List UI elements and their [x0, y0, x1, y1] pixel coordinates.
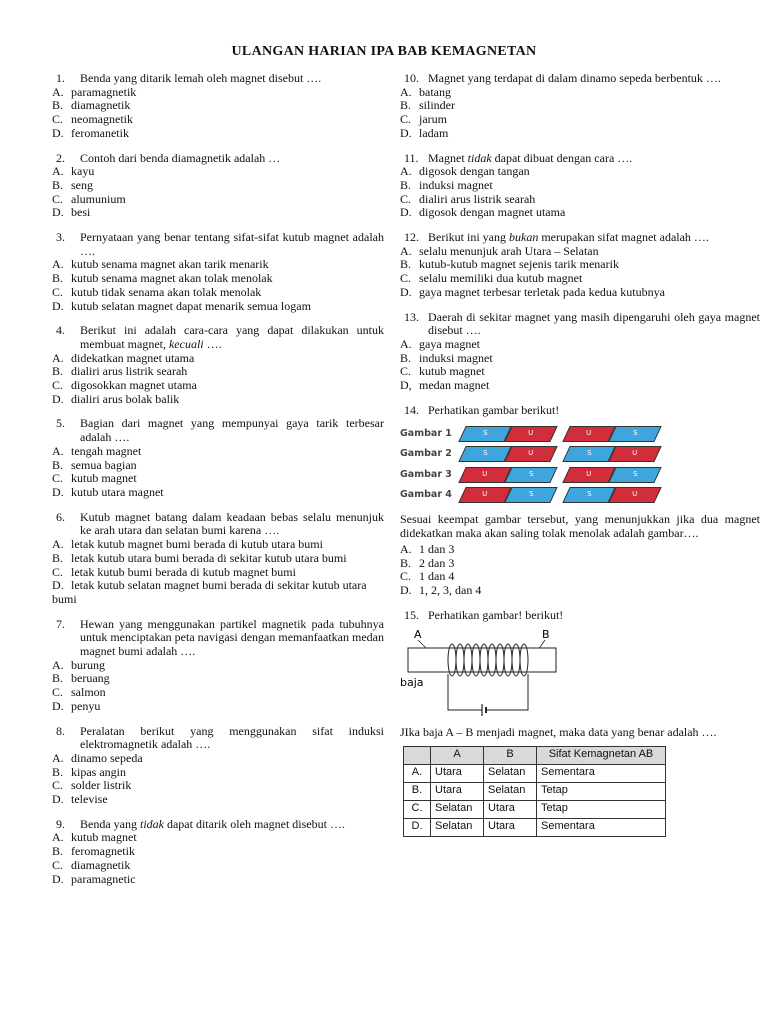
- figure-row: [400, 464, 670, 485]
- option: D. gaya magnet terbesar terletak pada kedua kutubnya: [400, 284, 665, 299]
- question-14: [400, 404, 760, 598]
- option: D. besi: [52, 205, 91, 220]
- option: D. 1, 2, 3, dan 4: [400, 582, 482, 597]
- table-cell: Utara: [431, 764, 484, 782]
- wire-left: [448, 674, 482, 710]
- question-stem: 9. Benda yang tidak dapat ditarik oleh magnet disebut ….: [56, 816, 345, 831]
- option: B. induksi magnet: [400, 350, 493, 365]
- question-4: [52, 324, 384, 406]
- option: A. dinamo sepeda: [52, 750, 143, 765]
- table-cell: Sementara: [537, 818, 666, 836]
- table-cell: C.: [404, 800, 431, 818]
- option: D. paramagnetic: [52, 871, 136, 886]
- magnet-pole: U: [458, 467, 511, 483]
- question-8: [52, 725, 384, 807]
- label-b: B: [542, 628, 550, 642]
- magnet-pole: U: [504, 426, 557, 442]
- magnet-pole: S: [608, 467, 661, 483]
- answer-table: [403, 746, 666, 837]
- question-12: [400, 231, 760, 300]
- option: B. feromagnetik: [52, 844, 135, 859]
- question-text: Sesuai keempat gambar tersebut, yang menunjukkan jika dua magnet didekatkan maka akan saling tolak menolak adalah gambar….: [400, 512, 760, 541]
- steel-bar: [408, 648, 556, 672]
- option: A. kayu: [52, 164, 95, 179]
- option: C. diamagnetik: [52, 857, 131, 872]
- question-3: [52, 231, 384, 313]
- table-cell: Tetap: [537, 782, 666, 800]
- option: A. paramagnetik: [52, 84, 137, 99]
- question-stem: 8. Peralatan berikut yang menggunakan sifat induksi elektromagnetik adalah ….: [56, 723, 384, 752]
- option: C. selalu memiliki dua kutub magnet: [400, 271, 583, 286]
- figure-row: [400, 485, 670, 506]
- option: A. kutub senama magnet akan tarik menarik: [52, 257, 269, 272]
- magnet-pairs-figure: [400, 423, 670, 505]
- magnet-pole: S: [562, 446, 615, 462]
- bar-magnet: [566, 446, 658, 462]
- table-header-row: [404, 746, 666, 764]
- option: C. alumunium: [52, 191, 126, 206]
- figure-label: Gambar 4: [400, 489, 452, 501]
- option: D. televise: [52, 792, 108, 807]
- table-row: [404, 800, 666, 818]
- magnet-pole: S: [608, 426, 661, 442]
- option: A. kutub magnet: [52, 830, 137, 845]
- bar-magnet: [462, 487, 554, 503]
- option: C. salmon: [52, 685, 106, 700]
- option: A. 1 dan 3: [400, 541, 455, 556]
- option: B. kipas angin: [52, 764, 126, 779]
- option: D. letak kutub selatan magnet bumi berada di sekitar kutub utara bumi: [52, 578, 367, 606]
- option: C. 1 dan 4: [400, 569, 455, 584]
- bar-magnet: [462, 467, 554, 483]
- option: D. kutub selatan magnet dapat menarik semua logam: [52, 298, 311, 313]
- question-stem: 11. Magnet tidak dapat dibuat dengan cara ….: [404, 150, 633, 165]
- option: A. gaya magnet: [400, 336, 480, 351]
- bar-magnet: [566, 426, 658, 442]
- bar-magnet: [462, 446, 554, 462]
- table-header: Sifat Kemagnetan AB: [537, 746, 666, 764]
- option: C. kutub tidak senama akan tolak menolak: [52, 284, 262, 299]
- option: A. tengah magnet: [52, 443, 142, 458]
- question-15: [400, 609, 760, 837]
- option: A. didekatkan magnet utama: [52, 350, 195, 365]
- question-stem: 4. Berikut ini adalah cara-cara yang dapat dilakukan untuk membuat magnet, kecuali ….: [56, 323, 384, 351]
- option: C. neomagnetik: [52, 112, 133, 127]
- option: B. seng: [52, 177, 93, 192]
- option: D. feromanetik: [52, 125, 129, 140]
- option: B. induksi magnet: [400, 177, 493, 192]
- magnet-pole: S: [458, 446, 511, 462]
- option: D. dialiri arus bolak balik: [52, 391, 180, 406]
- question-9: [52, 818, 384, 887]
- magnet-pole: U: [504, 446, 557, 462]
- question-13: [400, 311, 760, 393]
- figure-label: Gambar 3: [400, 468, 452, 480]
- table-cell: D.: [404, 818, 431, 836]
- question-stem: 15. Perhatikan gambar! berikut!: [404, 607, 564, 622]
- table-header: A: [431, 746, 484, 764]
- option: C. solder listrik: [52, 778, 132, 793]
- question-stem: 7. Hewan yang menggunakan partikel magnetik pada tubuhnya untuk menciptakan peta navigasi dengan memanfaatkan medan magnet bumi adalah ….: [56, 616, 384, 659]
- option: A. selalu menunjuk arah Utara – Selatan: [400, 243, 599, 258]
- option: C. digosokkan magnet utama: [52, 378, 197, 393]
- table-cell: A.: [404, 764, 431, 782]
- question-stem: 6. Kutub magnet batang dalam keadaan bebas selalu menunjuk ke arah utara dan selatan bumi karena ….: [56, 509, 384, 538]
- option: A. burung: [52, 657, 105, 672]
- option: C. dialiri arus listrik searah: [400, 191, 536, 206]
- option: B. semua bagian: [52, 457, 137, 472]
- question-stem: 13. Daerah di sekitar magnet yang masih dipengaruhi oleh gaya magnet disebut ….: [404, 309, 760, 338]
- table-cell: Selatan: [431, 800, 484, 818]
- option: C. kutub magnet: [52, 471, 137, 486]
- label-a: A: [414, 628, 422, 642]
- table-row: [404, 818, 666, 836]
- option: B. 2 dan 3: [400, 555, 455, 570]
- figure-row: [400, 423, 670, 444]
- bar-magnet: [566, 467, 658, 483]
- table-cell: Selatan: [431, 818, 484, 836]
- question-7: [52, 618, 384, 714]
- option: B. beruang: [52, 671, 110, 686]
- table-cell: Sementara: [537, 764, 666, 782]
- table-header: [404, 746, 431, 764]
- option: B. kutub-kutub magnet sejenis tarik menarik: [400, 257, 619, 272]
- option: D. kutub utara magnet: [52, 484, 164, 499]
- wire-right: [486, 674, 528, 710]
- option: A. letak kutub magnet bumi berada di kutub utara bumi: [52, 537, 323, 552]
- option: C. letak kutub bumi berada di kutub magnet bumi: [52, 564, 296, 579]
- table-cell: Tetap: [537, 800, 666, 818]
- magnet-pole: U: [562, 426, 615, 442]
- figure-label: Gambar 2: [400, 448, 452, 460]
- table-row: [404, 782, 666, 800]
- table-header: B: [484, 746, 537, 764]
- question-1: [52, 72, 384, 141]
- option: B. kutub senama magnet akan tolak menolak: [52, 271, 273, 286]
- table-cell: B.: [404, 782, 431, 800]
- table-cell: Selatan: [484, 764, 537, 782]
- page-title: ULANGAN HARIAN IPA BAB KEMAGNETAN: [231, 44, 537, 59]
- option: A. batang: [400, 84, 451, 99]
- table-cell: Utara: [484, 800, 537, 818]
- question-stem: 3. Pernyataan yang benar tentang sifat-sifat kutub magnet adalah ….: [56, 230, 384, 258]
- question-10: [400, 72, 760, 141]
- option: B. letak kutub utara bumi berada di sekitar kutub utara bumi: [52, 550, 347, 565]
- question-text: JIka baja A – B menjadi magnet, maka data yang benar adalah ….: [400, 725, 717, 740]
- question-stem: 14. Perhatikan gambar berikut!: [404, 402, 560, 417]
- label-baja: baja: [400, 676, 424, 690]
- magnet-pole: U: [608, 487, 661, 503]
- option: D. penyu: [52, 698, 101, 713]
- magnet-pole: U: [458, 487, 511, 503]
- option: B. diamagnetik: [52, 98, 131, 113]
- magnet-pole: U: [608, 446, 661, 462]
- option: D. ladam: [400, 125, 449, 140]
- question-2: [52, 152, 384, 221]
- option: B. silinder: [400, 98, 455, 113]
- left-column: [52, 72, 384, 897]
- table-row: [404, 764, 666, 782]
- option: A. digosok dengan tangan: [400, 164, 530, 179]
- electromagnet-figure: [400, 628, 570, 718]
- magnet-pole: S: [458, 426, 511, 442]
- magnet-pole: S: [504, 487, 557, 503]
- table-cell: Utara: [431, 782, 484, 800]
- figure-row: [400, 444, 670, 465]
- magnet-pole: S: [562, 487, 615, 503]
- table-cell: Selatan: [484, 782, 537, 800]
- bar-magnet: [566, 487, 658, 503]
- option: B. dialiri arus listrik searah: [52, 364, 188, 379]
- right-column: [400, 72, 760, 848]
- question-6: [52, 511, 384, 607]
- table-cell: Utara: [484, 818, 537, 836]
- question-stem: 10. Magnet yang terdapat di dalam dinamo sepeda berbentuk ….: [404, 71, 721, 85]
- question-stem: 1. Benda yang ditarik lemah oleh magnet disebut ….: [56, 71, 322, 85]
- option: C. kutub magnet: [400, 364, 485, 379]
- magnet-pole: S: [504, 467, 557, 483]
- magnet-pole: U: [562, 467, 615, 483]
- question-5: [52, 417, 384, 499]
- option: D, medan magnet: [400, 378, 490, 393]
- option: D. digosok dengan magnet utama: [400, 205, 566, 220]
- figure-label: Gambar 1: [400, 427, 452, 439]
- option: C. jarum: [400, 112, 447, 127]
- bar-magnet: [462, 426, 554, 442]
- question-11: [400, 152, 760, 221]
- question-stem: 5. Bagian dari magnet yang mempunyai gaya tarik terbesar adalah ….: [56, 416, 384, 445]
- question-stem: 12. Berikut ini yang bukan merupakan sifat magnet adalah ….: [404, 230, 709, 245]
- question-stem: 2. Contoh dari benda diamagnetik adalah …: [56, 150, 281, 165]
